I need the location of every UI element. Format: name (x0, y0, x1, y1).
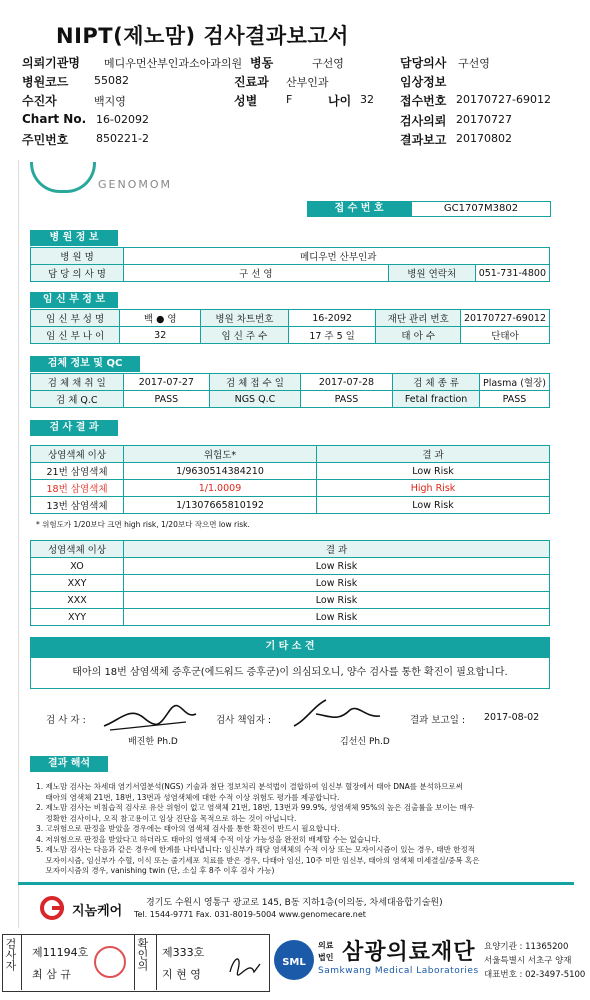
row-name: 18번 삼염색체 (31, 480, 124, 497)
cell-label: NGS Q.C (210, 391, 301, 408)
cell-label: 병원 연락처 (388, 265, 475, 282)
seal-stamp-icon (94, 946, 126, 978)
cell-value: 051-731-4800 (475, 265, 549, 282)
row-name: XYY (31, 609, 124, 626)
row-risk: 1/1.0009 (124, 480, 317, 497)
cell-label: 임 신 부 나 이 (31, 327, 120, 344)
cell-value: 20170727-69012 (460, 310, 549, 327)
cell-label: 병 원 명 (31, 248, 124, 265)
report-date-label: 결과 보고일 : (410, 715, 466, 726)
col-header: 결 과 (317, 446, 550, 463)
header-label: 주민번호 (22, 133, 69, 147)
company-address: 경기도 수원시 영통구 광교로 145, B동 지하1층(이의동, 차세대융합기술원) (146, 898, 443, 908)
interp-line: 모자이시즘, 임신부가 수혈, 이식 또는 줄기세포 치료를 받은 경우, 다태아 임신, 10주 미만 임신부, 태아의 염색체 미세결실/중복 혹은 (36, 855, 480, 865)
header-value: 32 (360, 93, 374, 106)
cell-value: Plasma (혈장) (479, 374, 549, 391)
cell-label: 담 당 의 사 명 (31, 265, 124, 282)
org-english-name: Samkwang Medical Laboratories (318, 966, 479, 976)
cell-value: 단태아 (460, 327, 549, 344)
section-hospital: 병 원 정 보 (30, 230, 118, 246)
cell-value: 구 선 영 (123, 265, 388, 282)
divider (21, 934, 22, 990)
interp-line: 4. 저위험으로 판정을 받았다고 하더라도 태아의 염색체 수적 이상 가능성을 완전히 배제할 수는 없습니다. (36, 834, 381, 844)
row-risk: 1/9630514384210 (124, 463, 317, 480)
other-findings-title: 기 타 소 견 (30, 637, 550, 657)
pregnant-table (30, 309, 550, 344)
inst-code: 요양기관 : 11365200 (484, 942, 569, 952)
cell-value: 백 ● 영 (120, 310, 201, 327)
cell-label: Fetal fraction (393, 391, 480, 408)
other-findings-text: 태아의 18번 삼염색체 증후군(에드워드 증후군)이 의심되오니, 양수 검사를 통한 확진이 필요합니다. (30, 657, 550, 689)
row-name: 13번 삼염색체 (31, 497, 124, 514)
header-value: 구선영 (312, 57, 344, 70)
row-name: 21번 삼염색체 (31, 463, 124, 480)
manager-signature (286, 696, 386, 732)
examiner-stamp-label: 검사자 (4, 938, 17, 971)
header-label: 나이 (328, 94, 352, 108)
approver-stamp-label: 확인의 (136, 938, 149, 971)
receipt-label: 접 수 번 호 (307, 201, 411, 217)
cell-value: 17 주 5 일 (288, 327, 376, 344)
company-name: 지놈케어 (72, 904, 123, 919)
report-date: 2017-08-02 (484, 712, 540, 723)
header-value: F (286, 93, 293, 106)
row-name: XO (31, 558, 124, 575)
header-value: 55082 (94, 74, 129, 87)
table-row (31, 592, 550, 609)
examiner-label: 검 사 자 : (46, 715, 86, 726)
header-label: 성별 (234, 94, 258, 108)
receipt-number: GC1707M3802 (411, 201, 551, 217)
sex-chromosome-table (30, 540, 550, 626)
org-name: 삼광의료재단 (342, 940, 476, 965)
header-value: 백지영 (94, 95, 126, 108)
cell-value: PASS (123, 391, 210, 408)
svg-text:SML: SML (282, 957, 306, 968)
header-value: 산부인과 (286, 76, 329, 89)
header-value: 20170727 (456, 113, 512, 126)
header-label: 진료과 (234, 75, 269, 89)
risk-note: * 위험도가 1/20보다 크면 high risk, 1/20보다 작으면 low risk. (36, 520, 250, 529)
cell-value: PASS (300, 391, 393, 408)
header-label: Chart No. (22, 112, 87, 126)
cell-label: 검 체 접 수 일 (210, 374, 301, 391)
interp-line: 2. 제노맘 검사는 비침습적 검사로 유산 위험이 없고 염색체 21번, 18번, 13번과 99.9%, 성염색체 95%의 높은 검출률을 보이는 매우 (36, 803, 474, 812)
cell-value: 2017-07-27 (123, 374, 210, 391)
row-name: XXY (31, 575, 124, 592)
header-label: 접수번호 (400, 94, 447, 108)
row-result: Low Risk (124, 558, 550, 575)
divider (18, 882, 574, 885)
header-value: 20170727-69012 (456, 93, 551, 106)
examiner-signature (100, 700, 200, 732)
cell-label: 임 신 부 성 명 (31, 310, 120, 327)
approver-stamp-name: 지 현 영 (162, 968, 201, 981)
header-value: 구선영 (458, 57, 490, 70)
org-prefix: 법인 (318, 953, 334, 962)
interp-line: 1. 제노맘 검사는 차세대 염기서열분석(NGS) 기술과 첨단 정보처리 분석법이 결합하여 임신부 혈장에서 태아 DNA를 분석하므로써 (36, 782, 463, 791)
header-label: 수진자 (22, 94, 57, 108)
cell-label: 병원 차트번호 (201, 310, 289, 327)
table-row (31, 480, 550, 497)
hospital-table (30, 247, 550, 282)
org-phone: 대표번호 : 02-3497-5100 (484, 970, 586, 980)
cell-label: 태 아 수 (376, 327, 461, 344)
header-value: 20170802 (456, 132, 512, 145)
header-value: 850221-2 (96, 132, 149, 145)
specimen-table (30, 373, 550, 408)
examiner-license: 제11194호 (32, 946, 89, 959)
cell-value: 메디우먼 산부인과 (123, 248, 549, 265)
header-label: 병원코드 (22, 75, 69, 89)
cell-value: 2017-07-28 (300, 374, 393, 391)
interp-line: 모자이시즘의 경우, vanishing twin (단, 소실 후 8주 이후 검사 가능) (36, 866, 275, 875)
cell-label: 검 체 Q.C (31, 391, 124, 408)
genomom-logo-text: GENOMOM (98, 178, 173, 191)
header-label: 임상정보 (400, 75, 447, 89)
cell-value: PASS (479, 391, 549, 408)
org-address: 서울특별시 서초구 양재 (484, 956, 572, 966)
interp-line: 정확한 검사이나, 오직 참고용이고 임상 진단을 목적으로 하는 것이 아닙니다. (36, 813, 297, 823)
interp-line: 3. 고위험으로 판정을 받았을 경우에는 태아의 염색체 검사를 통한 확진이 반드시 필요합니다. (36, 824, 340, 833)
row-result: Low Risk (124, 575, 550, 592)
table-row (31, 463, 550, 480)
examiner-stamp-name: 최 삼 규 (32, 968, 71, 981)
row-result: Low Risk (317, 463, 550, 480)
row-result: High Risk (317, 480, 550, 497)
header-label: 의뢰기관명 (22, 56, 80, 70)
interp-line: 태아의 염색체 21번, 18번, 13번과 성염색체에 대한 수적 이상 위험도 평가를 제공합니다. (36, 792, 340, 802)
manager-label: 검사 책임자 : (216, 715, 272, 726)
row-result: Low Risk (124, 592, 550, 609)
header-value: 16-02092 (96, 113, 149, 126)
approver-signature (224, 950, 264, 980)
org-prefix: 의료 (318, 941, 334, 950)
row-result: Low Risk (124, 609, 550, 626)
approver-license: 제333호 (162, 946, 205, 959)
col-header: 성염색체 이상 (31, 541, 124, 558)
header-label: 결과보고 (400, 133, 447, 147)
examiner-name: 배진한 Ph.D (128, 737, 178, 747)
header-label: 검사의뢰 (400, 114, 447, 128)
table-row (31, 575, 550, 592)
divider (156, 934, 157, 990)
interp-line: 5. 제노맘 검사는 다음과 같은 경우에 한계를 나타냅니다: 임신부가 해당 염색체의 수적 이상 또는 모자이시즘이 있는 경우, 태반 한정적 (36, 845, 475, 854)
cell-label: 재단 관리 번호 (376, 310, 461, 327)
row-risk: 1/1307665810192 (124, 497, 317, 514)
cell-label: 검 체 종 류 (393, 374, 480, 391)
cell-value: 16-2092 (288, 310, 376, 327)
company-contact: Tel. 1544-9771 Fax. 031-8019-5004 www.genomecare.net (134, 910, 366, 919)
row-name: XXX (31, 592, 124, 609)
samkwang-logo-icon (272, 938, 316, 982)
page-title: NIPT(제노맘) 검사결과보고서 (56, 24, 349, 48)
genomecare-logo-icon (40, 896, 70, 920)
cell-label: 임 신 주 수 (201, 327, 289, 344)
row-result: Low Risk (317, 497, 550, 514)
table-row (31, 558, 550, 575)
table-row (31, 497, 550, 514)
cell-value: 32 (120, 327, 201, 344)
section-specimen: 검체 정보 및 QC (30, 356, 140, 372)
section-pregnant: 임 신 부 정 보 (30, 292, 118, 308)
section-result: 검 사 결 과 (30, 420, 118, 436)
manager-name: 김선신 Ph.D (340, 737, 390, 747)
col-header: 결 과 (124, 541, 550, 558)
result-table (30, 445, 550, 514)
header-label: 담당의사 (400, 56, 447, 70)
interpretation-list (36, 782, 556, 877)
cell-label: 검 체 채 취 일 (31, 374, 124, 391)
section-interpretation: 결과 해석 (30, 756, 108, 772)
col-header: 상염색체 이상 (31, 446, 124, 463)
col-header: 위험도* (124, 446, 317, 463)
header-value: 메디우먼산부인과소아과의원 (104, 57, 243, 70)
table-row (31, 609, 550, 626)
header-label: 병동 (250, 56, 274, 70)
